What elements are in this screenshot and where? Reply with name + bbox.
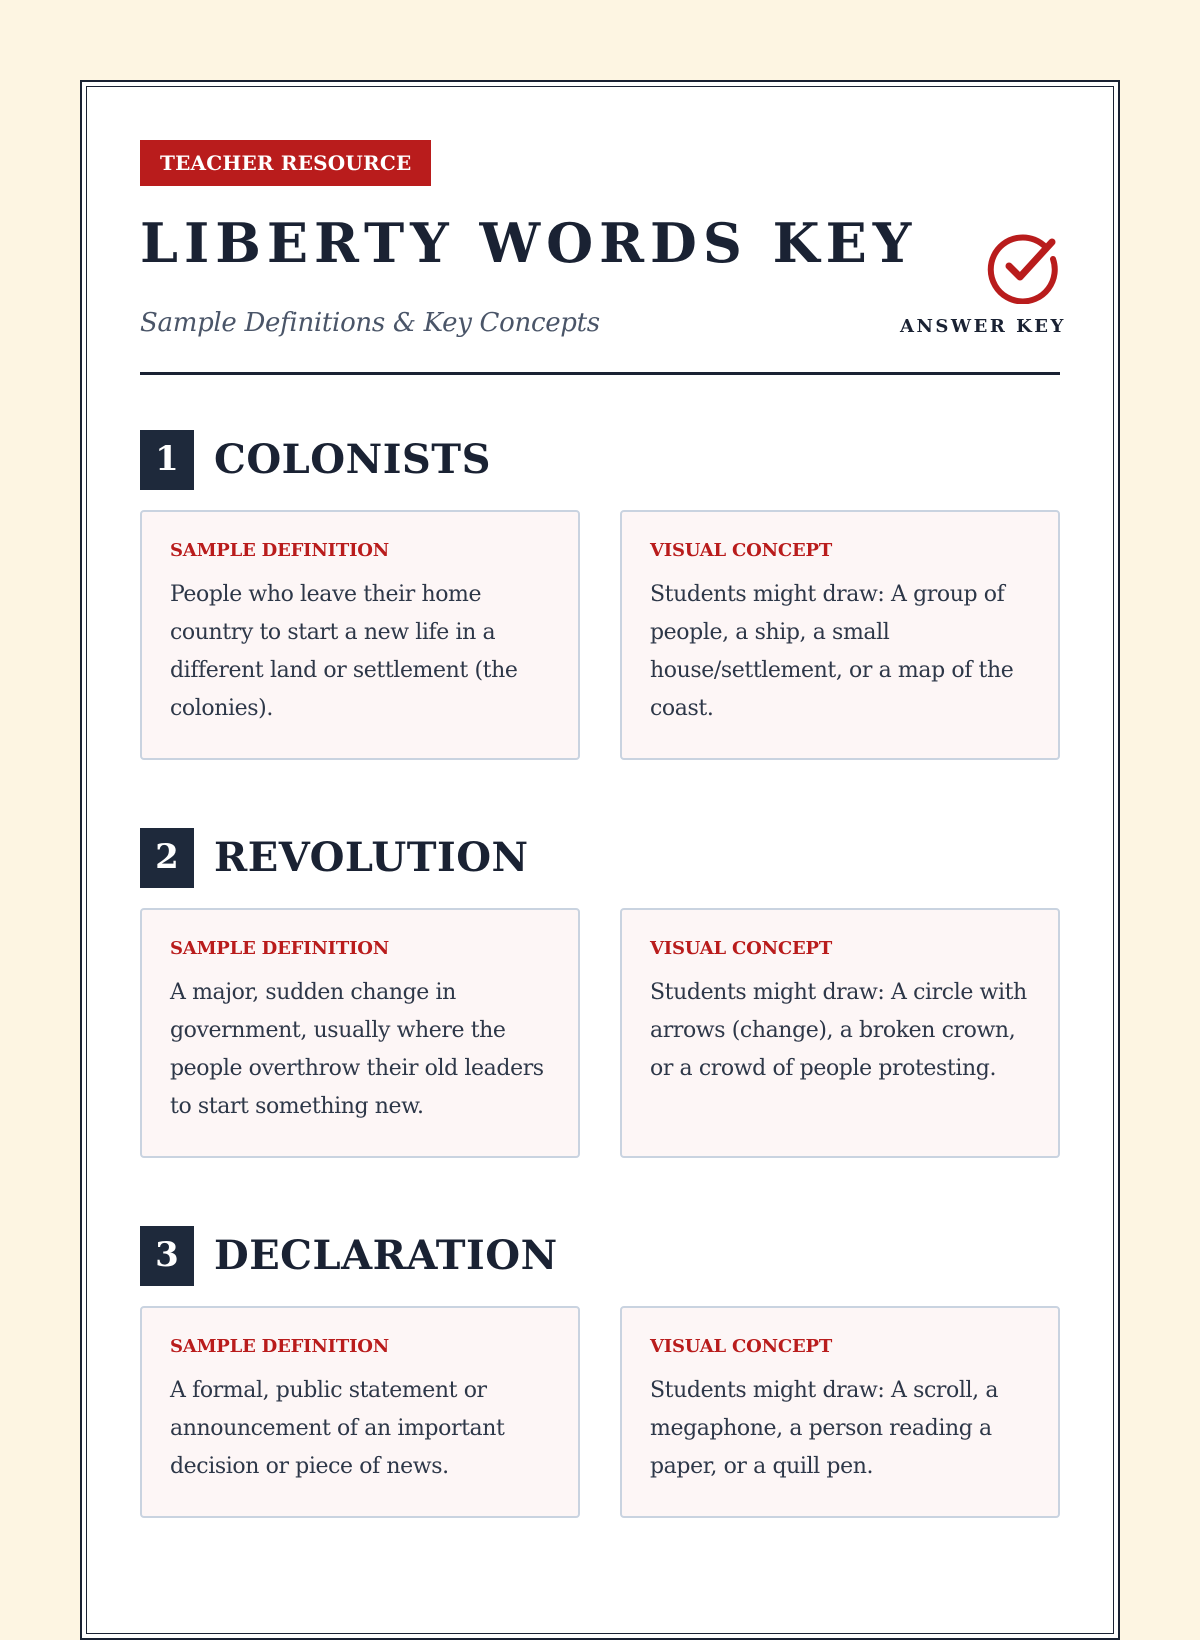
vocab-section-declaration bbox=[140, 1226, 1060, 1479]
section-heading bbox=[140, 1226, 1060, 1286]
visual-concept-text: Students might draw: A group of people, a ship, a small house/settlement, or a map of the coast. bbox=[650, 582, 1014, 721]
page-title: LIBERTY WORDS KEY bbox=[140, 211, 918, 275]
header-divider bbox=[140, 372, 1060, 375]
vocab-term: COLONISTS bbox=[214, 436, 491, 483]
vocab-term: DECLARATION bbox=[214, 1232, 558, 1279]
definition-text: People who leave their home country to start a new life in a different land or settlement (the colonies). bbox=[170, 582, 518, 721]
definition-card bbox=[140, 908, 580, 1158]
visual-card-label: VISUAL CONCEPT bbox=[650, 1336, 833, 1357]
definition-card-label: SAMPLE DEFINITION bbox=[170, 938, 390, 959]
definition-card-label: SAMPLE DEFINITION bbox=[170, 540, 390, 561]
answer-key-mark bbox=[900, 228, 1066, 337]
visual-concept-card bbox=[620, 1306, 1060, 1518]
visual-concept-card bbox=[620, 908, 1060, 1158]
answer-key-label: ANSWER KEY bbox=[900, 316, 1066, 337]
section-number: 1 bbox=[140, 430, 194, 490]
check-circle-icon bbox=[984, 228, 1060, 304]
section-number: 2 bbox=[140, 828, 194, 888]
visual-concept-text: Students might draw: A circle with arrows (change), a broken crown, or a crowd of people protesting. bbox=[650, 980, 1027, 1081]
definition-card bbox=[140, 510, 580, 760]
section-number: 3 bbox=[140, 1226, 194, 1286]
worksheet-header bbox=[140, 140, 1066, 376]
visual-concept-text: Students might draw: A scroll, a megaphone, a person reading a paper, or a quill pen. bbox=[650, 1378, 999, 1479]
vocab-term: REVOLUTION bbox=[214, 834, 529, 881]
definition-card-label: SAMPLE DEFINITION bbox=[170, 1336, 390, 1357]
visual-card-label: VISUAL CONCEPT bbox=[650, 540, 833, 561]
teacher-resource-badge: TEACHER RESOURCE bbox=[140, 140, 431, 186]
definition-text: A major, sudden change in government, usually where the people overthrow their old leaders to start something new. bbox=[170, 980, 544, 1119]
worksheet-content bbox=[140, 140, 1066, 1479]
definition-card bbox=[140, 1306, 580, 1518]
vocab-section-revolution bbox=[140, 828, 1060, 1119]
definition-text: A formal, public statement or announcement of an important decision or piece of news. bbox=[170, 1378, 505, 1479]
page-subtitle: Sample Definitions & Key Concepts bbox=[140, 308, 600, 338]
vocab-section-colonists bbox=[140, 430, 1060, 721]
visual-concept-card bbox=[620, 510, 1060, 760]
visual-card-label: VISUAL CONCEPT bbox=[650, 938, 833, 959]
section-heading bbox=[140, 828, 1060, 888]
section-heading bbox=[140, 430, 1060, 490]
